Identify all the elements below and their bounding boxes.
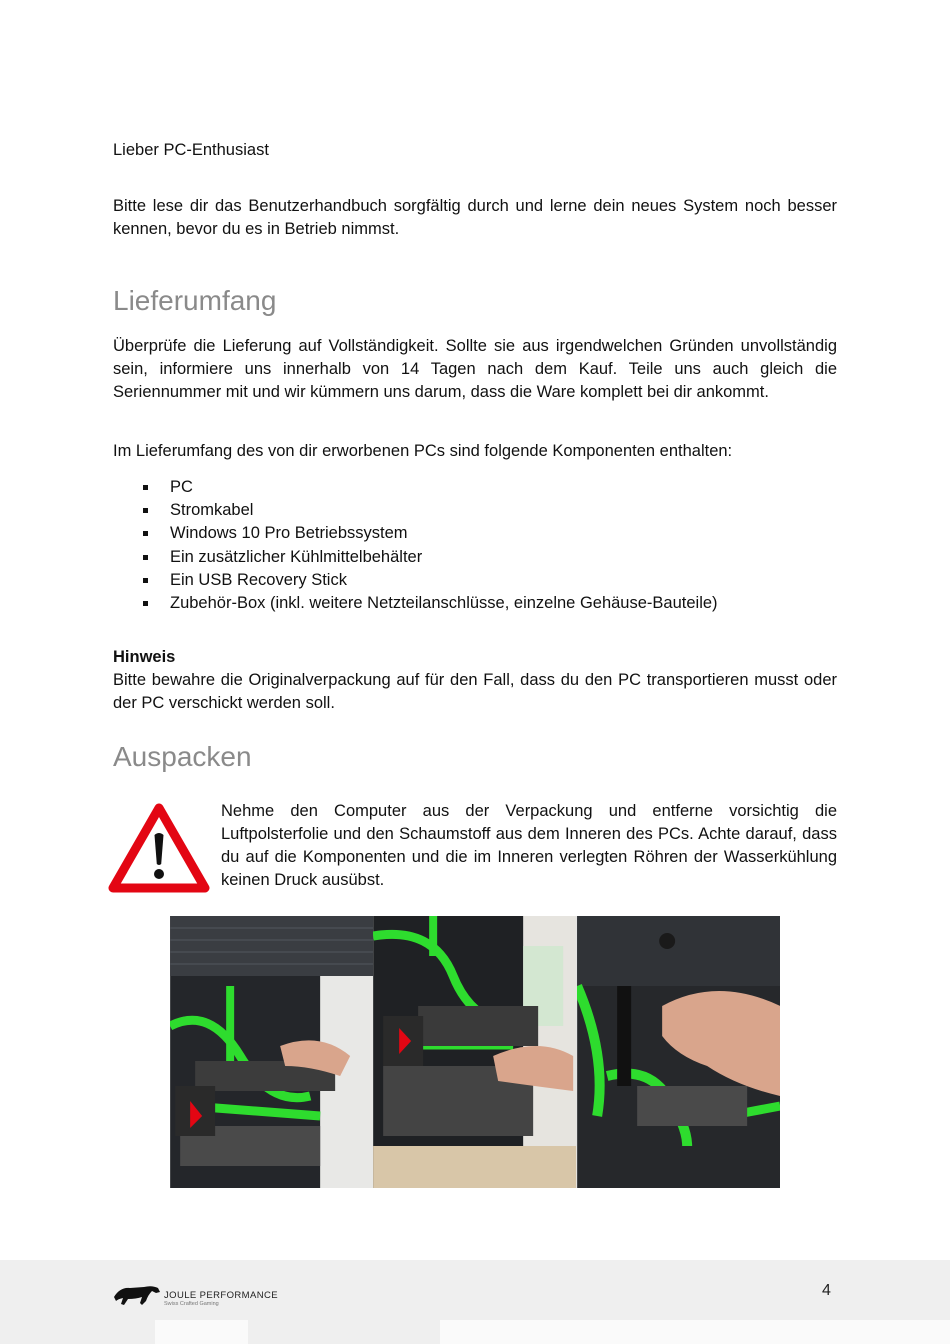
panther-logo-icon bbox=[112, 1279, 162, 1309]
greeting-block bbox=[113, 139, 837, 162]
hinweis-title: Hinweis bbox=[113, 648, 176, 666]
warning-triangle-icon bbox=[108, 802, 210, 894]
list-item: PC bbox=[113, 476, 837, 499]
list-item: Stromkabel bbox=[113, 499, 837, 522]
delivery-check-paragraph: Überprüfe die Lieferung auf Vollständigkeit. Sollte sie aus irgendwelchen Gründen unvollständig sein, informiere uns innerhalb von 14 Tagen nach dem Kauf. Teile uns auch gleich die Seriennummer mit und wir kümmern uns darum, dass die Ware komplett bei dir ankommt. bbox=[113, 337, 837, 401]
unpacking-photo-2 bbox=[373, 916, 576, 1188]
components-list-block bbox=[113, 476, 837, 615]
components-intro-block bbox=[113, 440, 837, 463]
section-heading-lieferumfang: Lieferumfang bbox=[113, 285, 277, 316]
lieferumfang-body bbox=[113, 335, 837, 404]
unpacking-instructions: Nehme den Computer aus der Verpackung und entferne vorsichtig die Luftpolsterfolie und den Schaumstoff aus dem Inneren des PCs. Achte darauf, dass du auf die Komponenten und die im Inneren verlegten Röhren der Wasserkühlung keinen Druck ausübst. bbox=[221, 802, 837, 889]
unpacking-photo-3 bbox=[577, 916, 780, 1188]
brand-tagline: Swiss Crafted Gaming bbox=[164, 1301, 219, 1307]
hinweis-block bbox=[113, 646, 837, 715]
unpacking-photo-1 bbox=[170, 916, 373, 1188]
brand-name: JOULE PERFORMANCE bbox=[164, 1290, 278, 1301]
components-list bbox=[113, 476, 837, 615]
unpacking-photos bbox=[170, 916, 780, 1188]
list-item: Ein zusätzlicher Kühlmittelbehälter bbox=[113, 546, 837, 569]
list-item: Zubehör-Box (inkl. weitere Netzteilanschlüsse, einzelne Gehäuse-Bauteile) bbox=[113, 592, 837, 615]
page-number: 4 bbox=[822, 1282, 831, 1299]
footer-decoration bbox=[440, 1320, 950, 1344]
footer-decoration bbox=[155, 1320, 248, 1344]
list-item: Windows 10 Pro Betriebssystem bbox=[113, 522, 837, 545]
section-heading-auspacken: Auspacken bbox=[113, 741, 252, 772]
brand-logo bbox=[112, 1279, 292, 1309]
hinweis-text: Bitte bewahre die Originalverpackung auf für den Fall, dass du den PC transportieren musst oder der PC verschickt werden soll. bbox=[113, 671, 837, 712]
intro-paragraph: Bitte lese dir das Benutzerhandbuch sorgfältig durch und lerne dein neues System noch besser kennen, bevor du es in Betrieb nimmst. bbox=[113, 197, 837, 238]
greeting: Lieber PC-Enthusiast bbox=[113, 141, 269, 159]
section-auspacken bbox=[113, 740, 837, 774]
section-lieferumfang bbox=[113, 284, 837, 318]
page-footer bbox=[0, 1260, 950, 1344]
components-intro: Im Lieferumfang des von dir erworbenen PCs sind folgende Komponenten enthalten: bbox=[113, 442, 733, 460]
list-item: Ein USB Recovery Stick bbox=[113, 569, 837, 592]
intro-block bbox=[113, 195, 837, 241]
